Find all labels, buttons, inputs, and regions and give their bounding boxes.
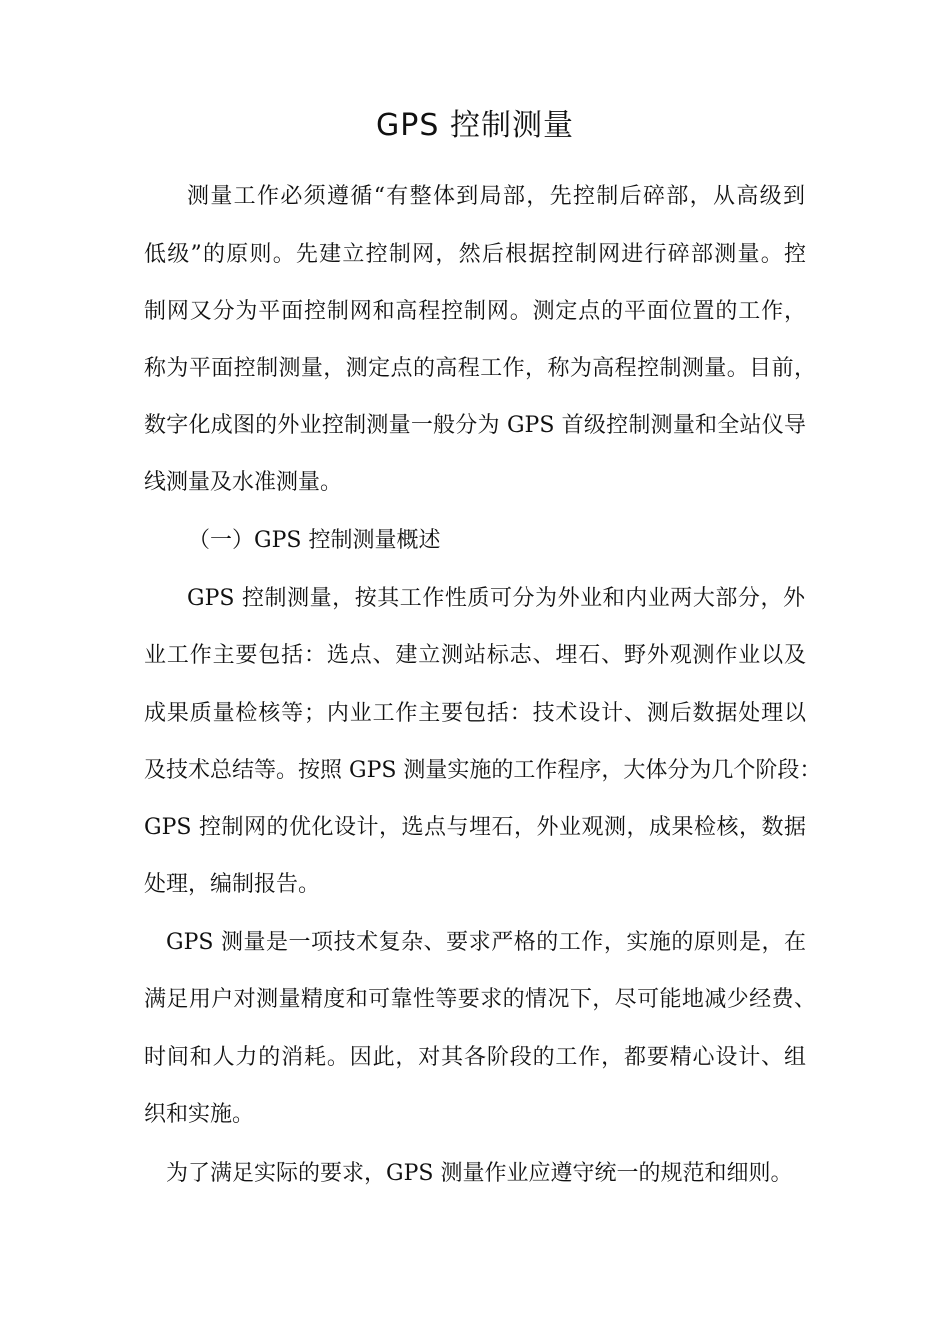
paragraph-line: 测量工作必须遵循“有整体到局部，先控制后碎部，从高级到: [187, 184, 805, 209]
paragraph-line: 及技术总结等。按照 GPS 测量实施的工作程序，大体分为几个阶段：: [144, 758, 822, 783]
paragraph-line: GPS 控制测量，按其工作性质可分为外业和内业两大部分，外: [187, 586, 805, 611]
paragraph-line: 低级”的原则。先建立控制网，然后根据控制网进行碎部测量。控: [144, 242, 806, 267]
paragraph-line: 称为平面控制测量，测定点的高程工作，称为高程控制测量。目前，: [144, 356, 816, 381]
paragraph-line: GPS 控制网的优化设计，选点与埋石，外业观测，成果检核，数据: [144, 815, 806, 840]
paragraph-line: 处理，编制报告。: [144, 872, 321, 897]
document-title: GPS 控制测量: [376, 108, 574, 143]
paragraph-line: 数字化成图的外业控制测量一般分为 GPS 首级控制测量和全站仪导: [144, 413, 806, 438]
paragraph-line: 时间和人力的消耗。因此，对其各阶段的工作，都要精心设计、组: [144, 1045, 806, 1070]
paragraph-line: 满足用户对测量精度和可靠性等要求的情况下，尽可能地减少经费、: [144, 987, 816, 1012]
paragraph-line: 为了满足实际的要求，GPS 测量作业应遵守统一的规范和细则。: [166, 1161, 793, 1186]
section-heading: （一）GPS 控制测量概述: [188, 528, 441, 553]
paragraph-line: 制网又分为平面控制网和高程控制网。测定点的平面位置的工作，: [144, 299, 806, 324]
paragraph-line: GPS 测量是一项技术复杂、要求严格的工作，实施的原则是，在: [166, 930, 806, 955]
paragraph-line: 织和实施。: [144, 1102, 255, 1127]
paragraph-line: 业工作主要包括：选点、建立测站标志、埋石、野外观测作业以及: [144, 643, 806, 668]
paragraph-line: 线测量及水准测量。: [144, 470, 343, 495]
paragraph-line: 成果质量检核等；内业工作主要包括：技术设计、测后数据处理以: [144, 701, 806, 726]
